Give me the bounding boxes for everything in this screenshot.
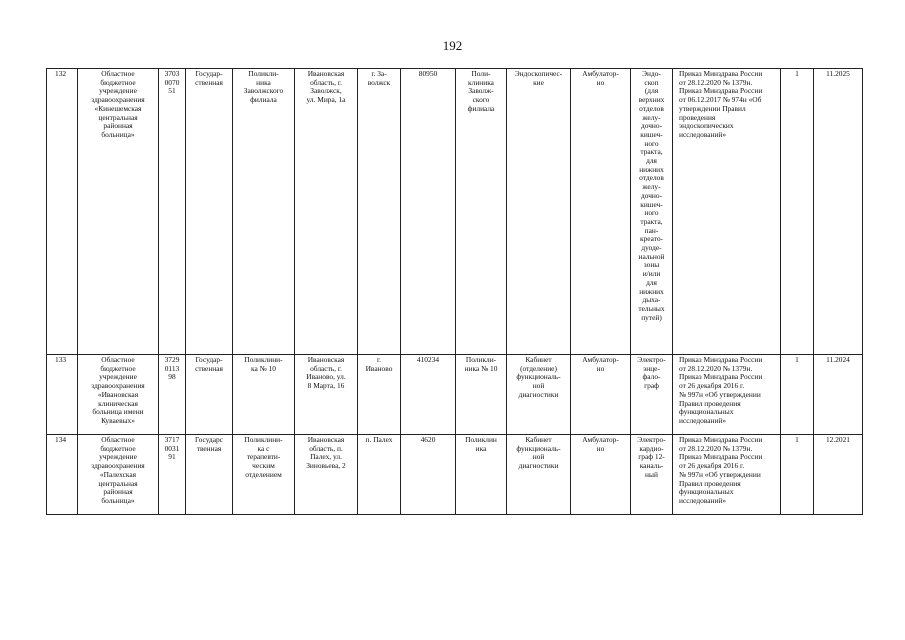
equipment-name: Эндо- скоп (для верхних отделов желу- дочно- кишеч- ного тракта, для нижних отделов желу- дочно- кишеч- ного тракта, пан- креато- дуоде- нальной зоны и/или для нижних дыха- тельных путей) (631, 69, 673, 355)
organization-code: 3717 0031 91 (159, 435, 186, 515)
unit-address: Ивановская область, п. Палех, ул. Зиновьева, 2 (295, 435, 358, 515)
subdivision: Поли- клиника Заволж- ского филиала (456, 69, 507, 355)
row-number: 133 (47, 355, 78, 435)
settlement: п. Палех (358, 435, 401, 515)
ownership-type: Государс твенная (186, 435, 233, 515)
settlement: г. Иваново (358, 355, 401, 435)
quantity: 1 (781, 355, 814, 435)
regulatory-orders: Приказ Минздрава России от 28.12.2020 № 1379н. Приказ Минздрава России от 06.12.2017 № 974н «Об утверждении Правил проведения эндоскопических исследований» (673, 69, 781, 355)
subdivision: Поликлин ика (456, 435, 507, 515)
organization-code: 3703 0070 51 (159, 69, 186, 355)
subdivision: Поликли- ника № 10 (456, 355, 507, 435)
care-conditions: Амбулатор- но (571, 435, 631, 515)
unit-address: Ивановская область, г. Заволжск, ул. Мира, 1а (295, 69, 358, 355)
regulatory-orders: Приказ Минздрава России от 28.12.2020 № 1379н. Приказ Минздрава России от 26 декабря 2016 г. № 997н «Об утверждении Правил проведения функциональных исследований» (673, 355, 781, 435)
population: 410234 (401, 355, 456, 435)
page-number: 192 (442, 38, 463, 53)
settlement: г. За- волжск (358, 69, 401, 355)
ownership-type: Государ- ственная (186, 69, 233, 355)
table-row (47, 355, 863, 435)
organization-name: Областное бюджетное учреждение здравоохранения «Кинешемская центральная районная больница» (78, 69, 159, 355)
department: Кабинет функциональ- ной диагностики (507, 435, 571, 515)
organization-code: 3729 0113 98 (159, 355, 186, 435)
equipment-name: Электро- энце- фало- граф (631, 355, 673, 435)
table-row (47, 435, 863, 515)
population: 4620 (401, 435, 456, 515)
deadline: 11.2025 (814, 69, 863, 355)
quantity: 1 (781, 69, 814, 355)
ownership-type: Государ- ственная (186, 355, 233, 435)
structural-unit: Поликлини- ка с терапевти- ческим отделением (233, 435, 295, 515)
row-number: 132 (47, 69, 78, 355)
table-row (47, 69, 863, 355)
deadline: 11.2024 (814, 355, 863, 435)
department: Эндоскопичес- кие (507, 69, 571, 355)
deadline: 12.2021 (814, 435, 863, 515)
equipment-register-table (46, 68, 863, 515)
care-conditions: Амбулатор- но (571, 69, 631, 355)
quantity: 1 (781, 435, 814, 515)
organization-name: Областное бюджетное учреждение здравоохранения «Ивановская клиническая больница имени Куваевых» (78, 355, 159, 435)
structural-unit: Поликлини- ка № 10 (233, 355, 295, 435)
row-number: 134 (47, 435, 78, 515)
unit-address: Ивановская область, г. Иваново, ул. 8 Марта, 16 (295, 355, 358, 435)
equipment-name: Электро- кардио- граф 12- каналь- ный (631, 435, 673, 515)
structural-unit: Поликли- ника Заволжского филиала (233, 69, 295, 355)
population: 80950 (401, 69, 456, 355)
care-conditions: Амбулатор- но (571, 355, 631, 435)
organization-name: Областное бюджетное учреждение здравоохранения «Палехская центральная районная больница» (78, 435, 159, 515)
department: Кабинет (отделение) функциональ- ной диагностики (507, 355, 571, 435)
regulatory-orders: Приказ Минздрава России от 28.12.2020 № 1379н. Приказ Минздрава России от 26 декабря 2016 г. № 997н «Об утверждении Правил проведения функциональных исследований» (673, 435, 781, 515)
